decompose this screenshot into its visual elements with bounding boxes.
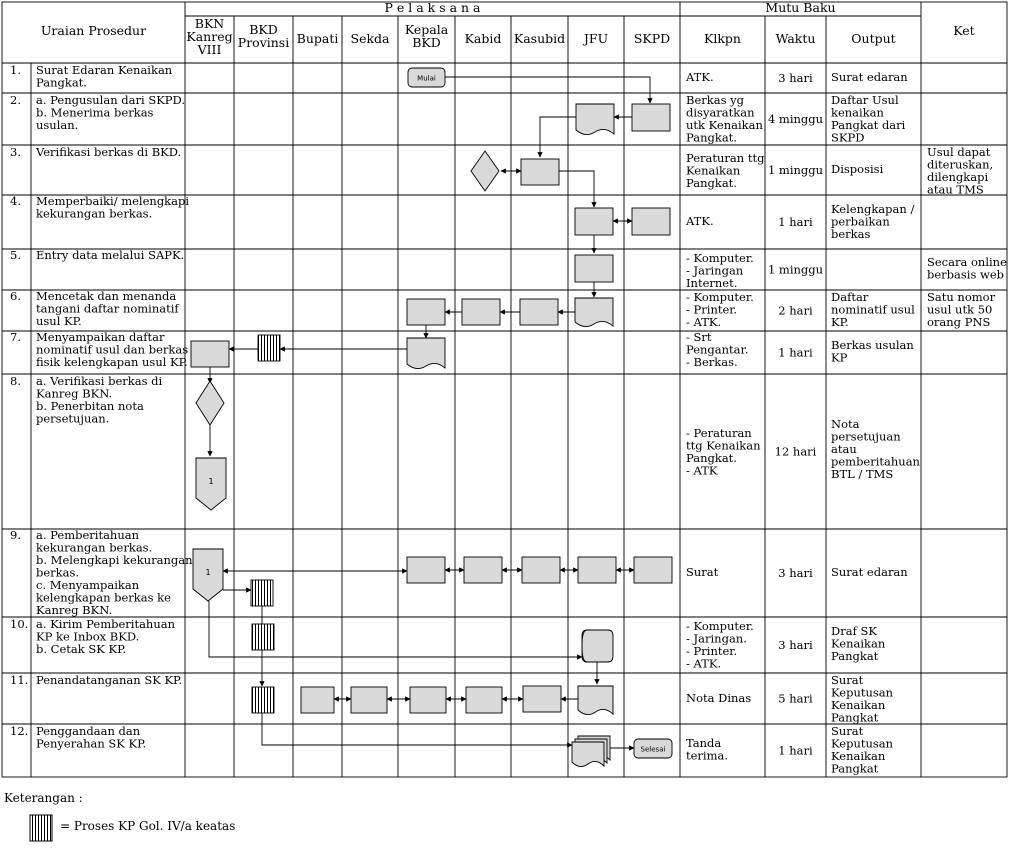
end-terminator-label: Selesai xyxy=(640,745,666,754)
row-number: 3. xyxy=(10,145,21,159)
row-kelengkapan: Pangkat. xyxy=(686,130,737,145)
row-output: Surat edaran xyxy=(831,70,908,84)
row-uraian: Memperbaiki/ melengkapi xyxy=(36,194,190,208)
row-output: kenaikan xyxy=(831,105,884,120)
header-col-3: Sekda xyxy=(350,31,390,46)
row-uraian: Entry data melalui SAPK. xyxy=(36,248,185,262)
database-cylinder xyxy=(582,630,613,662)
row-output: Kenaikan xyxy=(831,749,886,763)
row-output: KP xyxy=(831,350,848,365)
row-uraian: usul KP. xyxy=(36,314,82,328)
row-uraian: b. Menerima berkas xyxy=(36,105,154,120)
header-col-4: BKD xyxy=(412,35,441,50)
legend-striped-box-icon xyxy=(29,814,53,842)
row-uraian: KP ke Inbox BKD. xyxy=(36,629,140,644)
row-kelengkapan: - ATK. xyxy=(686,315,722,329)
row-kelengkapan: - ATK. xyxy=(686,656,722,671)
row-waktu: 4 minggu xyxy=(767,112,824,126)
row-ket: dilengkapi xyxy=(927,170,989,184)
row-waktu: 1 hari xyxy=(778,345,813,360)
connector-label: 1 xyxy=(205,568,211,577)
row-kelengkapan: terima. xyxy=(686,748,729,763)
row-kelengkapan: Kenaikan xyxy=(686,163,741,178)
row-number: 10. xyxy=(10,617,29,631)
row-output: Draf SK xyxy=(831,624,877,638)
row-number: 1. xyxy=(10,63,21,77)
header-waktu: Waktu xyxy=(775,31,816,46)
row-uraian: a. Pemberitahuan xyxy=(36,528,139,542)
row-kelengkapan: Internet. xyxy=(686,276,738,290)
header-col-0: Kanreg xyxy=(186,29,233,44)
flow-arrow xyxy=(445,77,650,103)
row-kelengkapan: Surat xyxy=(686,565,719,579)
process-box xyxy=(462,299,500,325)
row-ket: orang PNS xyxy=(927,315,991,329)
row-uraian: c. Menyampaikan xyxy=(36,578,140,592)
row-output: pemberitahuan xyxy=(831,454,920,469)
row-kelengkapan: Berkas yg xyxy=(686,93,744,107)
row-output: Keputusan xyxy=(831,736,894,751)
row-ket: atau TMS xyxy=(927,182,984,197)
row-output: Daftar Usul xyxy=(831,93,899,107)
row-output: BTL / TMS xyxy=(831,467,894,481)
row-output: nominatif usul xyxy=(831,302,915,317)
row-uraian: kelengkapan berkas ke xyxy=(36,590,171,605)
row-kelengkapan: - ATK xyxy=(686,463,718,478)
row-kelengkapan: - Komputer. xyxy=(686,251,754,265)
header-pelaksana: P e l a k s a n a xyxy=(384,0,481,15)
row-uraian: usulan. xyxy=(36,118,79,132)
process-box xyxy=(410,687,446,713)
header-output: Output xyxy=(851,31,896,46)
row-waktu: 1 minggu xyxy=(767,262,824,277)
row-ket: berbasis web xyxy=(927,267,1005,282)
row-uraian: persetujuan. xyxy=(36,411,110,426)
process-box xyxy=(632,208,670,235)
process-box xyxy=(522,557,560,583)
header-col-0: VIII xyxy=(197,42,222,57)
decision-diamond xyxy=(471,151,499,191)
row-ket: usul utk 50 xyxy=(927,302,993,317)
row-output: SKPD xyxy=(831,130,865,145)
header-col-1: Provinsi xyxy=(237,35,290,50)
row-output: Kenaikan xyxy=(831,636,886,651)
row-output: Pangkat dari xyxy=(831,118,906,132)
row-ket: diteruskan, xyxy=(927,157,994,172)
row-uraian: b. Cetak SK KP. xyxy=(36,642,127,656)
process-box xyxy=(520,299,558,325)
process-box xyxy=(191,341,229,367)
document-shape xyxy=(572,742,604,767)
flow-arrow xyxy=(262,713,572,745)
row-kelengkapan: - Peraturan xyxy=(686,426,752,440)
row-output: Pangkat xyxy=(831,649,879,663)
row-output: Surat xyxy=(831,724,864,738)
row-output: Surat xyxy=(831,673,864,687)
process-box xyxy=(301,687,334,713)
row-waktu: 3 hari xyxy=(778,566,813,580)
header-col-5: Kabid xyxy=(464,31,502,46)
process-box xyxy=(351,687,387,713)
row-uraian: Surat Edaran Kenaikan xyxy=(36,63,173,77)
document-shape xyxy=(407,338,445,369)
process-box xyxy=(578,557,616,583)
row-kelengkapan: Tanda xyxy=(686,736,722,750)
row-uraian: Pangkat. xyxy=(36,75,87,90)
header-col-8: SKPD xyxy=(633,31,671,46)
row-number: 5. xyxy=(10,248,21,262)
row-kelengkapan: - Komputer. xyxy=(686,619,754,633)
row-waktu: 5 hari xyxy=(778,691,813,706)
row-uraian: a. Kirim Pemberitahuan xyxy=(36,617,175,631)
row-uraian: Verifikasi berkas di BKD. xyxy=(36,145,182,159)
row-uraian: b. Penerbitan nota xyxy=(36,399,144,413)
header-col-1: BKD xyxy=(249,22,278,37)
process-box xyxy=(466,687,502,713)
row-kelengkapan: - Srt xyxy=(686,330,712,344)
row-uraian: Penandatanganan SK KP. xyxy=(36,673,183,687)
header-ket: Ket xyxy=(953,23,975,38)
row-waktu: 12 hari xyxy=(774,444,817,459)
decision-diamond xyxy=(196,381,224,425)
striped-process-box xyxy=(252,687,274,713)
row-kelengkapan: - Komputer. xyxy=(686,290,754,304)
row-output: Disposisi xyxy=(831,162,884,176)
connector-label: 1 xyxy=(208,477,214,486)
striped-process-box xyxy=(252,624,274,650)
row-kelengkapan: ATK. xyxy=(686,70,714,84)
legend-item: = Proses KP Gol. IV/a keatas xyxy=(60,819,236,833)
header-col-2: Bupati xyxy=(296,31,339,46)
row-uraian: berkas. xyxy=(36,565,80,580)
process-box xyxy=(407,557,445,583)
row-uraian: Mencetak dan menanda xyxy=(36,289,177,303)
process-box xyxy=(464,557,502,583)
document-shape xyxy=(576,104,614,135)
row-kelengkapan: disyaratkan xyxy=(686,105,755,120)
striped-process-box xyxy=(258,335,280,361)
row-output: Pangkat xyxy=(831,710,879,725)
row-uraian: Penggandaan dan xyxy=(36,724,141,738)
row-uraian: Kanreg BKN. xyxy=(36,603,113,617)
row-kelengkapan: - Printer. xyxy=(686,644,738,658)
row-output: Keputusan xyxy=(831,685,894,700)
row-kelengkapan: - Jaringan. xyxy=(686,631,747,646)
row-uraian: b. Melengkapi kekurangan xyxy=(36,553,193,567)
row-output: atau xyxy=(831,442,857,456)
process-box xyxy=(575,255,613,282)
document-shape xyxy=(575,298,613,327)
row-number: 7. xyxy=(10,330,21,344)
row-output: berkas xyxy=(831,227,871,241)
process-box xyxy=(521,159,559,185)
row-kelengkapan: - Berkas. xyxy=(686,355,738,369)
row-waktu: 1 hari xyxy=(778,215,813,229)
row-uraian: a. Pengusulan dari SKPD. xyxy=(36,93,185,107)
row-kelengkapan: utk Kenaikan xyxy=(686,118,763,132)
row-output: persetujuan xyxy=(831,429,901,444)
process-box xyxy=(632,104,670,131)
row-uraian: kekurangan berkas. xyxy=(36,206,153,221)
start-terminator-label: Mulai xyxy=(417,74,436,83)
row-waktu: 1 minggu xyxy=(767,163,824,177)
row-waktu: 3 hari xyxy=(778,638,813,652)
row-number: 6. xyxy=(10,289,21,303)
row-kelengkapan: Pengantar. xyxy=(686,342,749,357)
row-kelengkapan: Pangkat. xyxy=(686,451,737,465)
legend-title: Keterangan : xyxy=(4,791,83,805)
header-mutu-baku: Mutu Baku xyxy=(765,0,836,15)
striped-process-box xyxy=(251,580,273,606)
flow-arrow xyxy=(559,171,594,207)
row-kelengkapan: Peraturan ttg xyxy=(686,151,765,165)
row-uraian: kekurangan berkas. xyxy=(36,540,153,555)
row-kelengkapan: Nota Dinas xyxy=(686,691,752,705)
row-uraian: tangani daftar nominatif xyxy=(36,301,179,316)
row-number: 4. xyxy=(10,194,21,208)
row-output: Nota xyxy=(831,417,860,431)
row-output: Berkas usulan xyxy=(831,338,914,352)
row-waktu: 1 hari xyxy=(778,743,813,758)
row-number: 2. xyxy=(10,93,21,107)
document-shape xyxy=(578,686,613,715)
row-ket: Satu nomor xyxy=(927,290,996,304)
process-box xyxy=(575,208,613,235)
row-uraian: Kanreg BKN. xyxy=(36,386,113,401)
row-output: KP. xyxy=(831,315,849,329)
header-col-0: BKN xyxy=(194,16,225,31)
row-output: Kelengkapan / xyxy=(831,202,915,216)
row-output: Daftar xyxy=(831,290,869,304)
row-waktu: 3 hari xyxy=(778,71,813,85)
row-kelengkapan: - Printer. xyxy=(686,302,738,317)
row-uraian: fisik kelengkapan usul KP. xyxy=(36,355,188,369)
row-waktu: 2 hari xyxy=(778,303,813,318)
row-kelengkapan: ttg Kenaikan xyxy=(686,438,761,453)
process-box xyxy=(407,299,445,325)
row-number: 8. xyxy=(10,374,21,388)
row-number: 12. xyxy=(10,724,29,738)
row-kelengkapan: Pangkat. xyxy=(686,176,737,190)
row-uraian: Penyerahan SK KP. xyxy=(36,736,147,751)
row-number: 11. xyxy=(10,673,29,687)
row-output: Kenaikan xyxy=(831,698,886,712)
row-uraian: Menyampaikan daftar xyxy=(36,330,165,344)
header-klkpn: Klkpn xyxy=(704,31,741,46)
flow-arrow xyxy=(540,117,576,157)
row-number: 9. xyxy=(10,528,21,542)
row-uraian: nominatif usul dan berkas xyxy=(36,342,189,357)
header-uraian: Uraian Prosedur xyxy=(40,23,147,38)
row-uraian: a. Verifikasi berkas di xyxy=(36,374,163,388)
process-box xyxy=(634,557,672,583)
row-ket: Secara online xyxy=(927,255,1007,269)
header-col-6: Kasubid xyxy=(513,31,566,46)
header-col-4: Kepala xyxy=(404,22,449,37)
row-kelengkapan: - Jaringan xyxy=(686,263,744,278)
row-output: Pangkat xyxy=(831,761,879,776)
row-output: Surat edaran xyxy=(831,565,908,579)
row-ket: Usul dapat xyxy=(927,145,991,159)
row-kelengkapan: ATK. xyxy=(686,214,714,228)
process-box xyxy=(523,686,561,712)
header-col-7: JFU xyxy=(583,31,609,46)
row-output: perbaikan xyxy=(831,214,890,229)
